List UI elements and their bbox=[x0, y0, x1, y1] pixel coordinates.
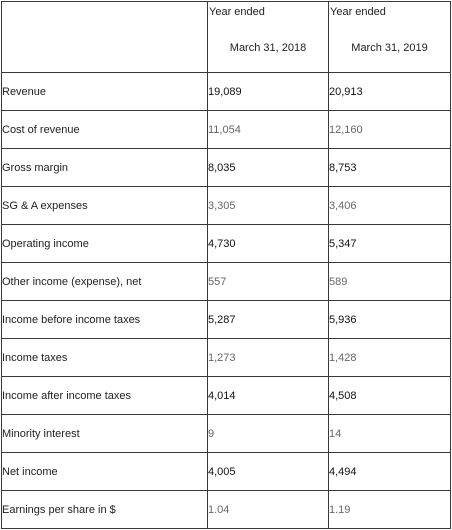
header-cell-2018 bbox=[208, 2, 329, 73]
row-label: Minority interest bbox=[2, 415, 208, 453]
table-row-net-income bbox=[2, 453, 451, 491]
table-header-row bbox=[2, 2, 451, 73]
value-2018: 11,054 bbox=[208, 111, 329, 149]
row-label: SG & A expenses bbox=[2, 187, 208, 225]
row-label: Earnings per share in $ bbox=[2, 491, 208, 529]
value-2018: 4,730 bbox=[208, 225, 329, 263]
row-label: Income after income taxes bbox=[2, 377, 208, 415]
income-statement-table bbox=[1, 1, 451, 529]
value-2018: 4,005 bbox=[208, 453, 329, 491]
value-2019: 1,428 bbox=[329, 339, 451, 377]
header-year-ended-label: Year ended bbox=[209, 6, 265, 18]
value-2018: 9 bbox=[208, 415, 329, 453]
header-year-ended-label: Year ended bbox=[330, 6, 386, 18]
value-2019: 1.19 bbox=[329, 491, 451, 529]
header-date-label: March 31, 2018 bbox=[229, 42, 307, 54]
value-2018: 5,287 bbox=[208, 301, 329, 339]
table-row-earnings-per-share bbox=[2, 491, 451, 529]
table-row-cost-of-revenue bbox=[2, 111, 451, 149]
value-2019: 5,936 bbox=[329, 301, 451, 339]
value-2018: 1,273 bbox=[208, 339, 329, 377]
value-2019: 4,494 bbox=[329, 453, 451, 491]
row-label: Gross margin bbox=[2, 149, 208, 187]
value-2018: 1.04 bbox=[208, 491, 329, 529]
value-2019: 589 bbox=[329, 263, 451, 301]
value-2018: 3,305 bbox=[208, 187, 329, 225]
value-2019: 3,406 bbox=[329, 187, 451, 225]
row-label: Net income bbox=[2, 453, 208, 491]
table-row-operating-income bbox=[2, 225, 451, 263]
value-2019: 14 bbox=[329, 415, 451, 453]
value-2019: 8,753 bbox=[329, 149, 451, 187]
row-label: Cost of revenue bbox=[2, 111, 208, 149]
value-2018: 557 bbox=[208, 263, 329, 301]
table-row-income-before-taxes bbox=[2, 301, 451, 339]
table-row-minority-interest bbox=[2, 415, 451, 453]
header-empty-cell bbox=[2, 2, 208, 73]
row-label: Revenue bbox=[2, 73, 208, 111]
row-label: Income taxes bbox=[2, 339, 208, 377]
header-cell-2019 bbox=[329, 2, 451, 73]
table-row-gross-margin bbox=[2, 149, 451, 187]
value-2019: 5,347 bbox=[329, 225, 451, 263]
value-2019: 12,160 bbox=[329, 111, 451, 149]
value-2019: 20,913 bbox=[329, 73, 451, 111]
value-2019: 4,508 bbox=[329, 377, 451, 415]
table-row-revenue bbox=[2, 73, 451, 111]
table-row-other-income bbox=[2, 263, 451, 301]
value-2018: 19,089 bbox=[208, 73, 329, 111]
table-row-income-taxes bbox=[2, 339, 451, 377]
table-row-income-after-taxes bbox=[2, 377, 451, 415]
value-2018: 4,014 bbox=[208, 377, 329, 415]
row-label: Other income (expense), net bbox=[2, 263, 208, 301]
header-date-label: March 31, 2019 bbox=[351, 42, 428, 54]
row-label: Operating income bbox=[2, 225, 208, 263]
row-label: Income before income taxes bbox=[2, 301, 208, 339]
table-row-sga-expenses bbox=[2, 187, 451, 225]
value-2018: 8,035 bbox=[208, 149, 329, 187]
